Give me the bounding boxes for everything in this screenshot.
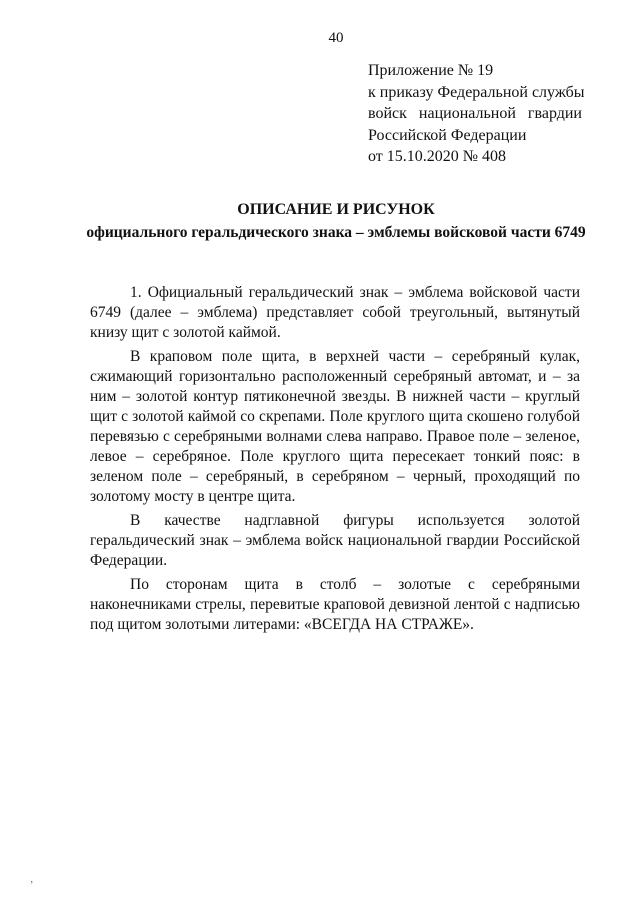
paragraph-2: В краповом поле щита, в верхней части – серебряный кулак, сжимающий горизонтально расположенный серебряный автомат, и – за ним – золотой контур пятиконечной звезды. В нижней части – круглый щит с золотой каймой со скрепами. Поле круглого щита скошено голубой перевязью с серебряными волнами слева направо. Правое поле – зеленое, левое – серебряное. Поле круглого щита пересекает тонкий пояс: в зеленом поле – серебряный, в серебряном – черный, проходящий по золотому мосту в центре щита. bbox=[90, 348, 580, 505]
appendix-line-2: к приказу Федеральной службы bbox=[368, 83, 585, 101]
appendix-line-3: войск национальной гвардии bbox=[368, 105, 582, 122]
paragraph-3: В качестве надглавной фигуры используется золотой геральдический знак – эмблема войск национальной гвардии Российской Федерации. bbox=[90, 512, 580, 569]
paragraph-4: По сторонам щита в столб – золотые с серебряными наконечниками стрелы, перевитые краповой девизной лентой с надписью под щитом золотыми литерами: «ВСЕГДА НА СТРАЖЕ». bbox=[90, 576, 580, 633]
document-body bbox=[90, 283, 580, 639]
appendix-line-5: от 15.10.2020 № 408 bbox=[368, 148, 507, 165]
document-subtitle: официального геральдического знака – эмблемы войсковой части 6749 bbox=[86, 224, 586, 241]
appendix-line-1: Приложение № 19 bbox=[368, 62, 494, 79]
appendix-line-4: Российской Федерации bbox=[368, 126, 527, 144]
scan-artifact: ’ bbox=[30, 880, 34, 891]
document-title: ОПИСАНИЕ И РИСУНОК bbox=[237, 201, 435, 218]
appendix-block bbox=[368, 60, 585, 168]
paragraph-1: 1. Официальный геральдический знак – эмблема войсковой части 6749 (далее – эмблема) представляет собой треугольный, вытянутый книзу щит с золотой каймой. bbox=[90, 284, 580, 341]
page-number: 40 bbox=[328, 30, 344, 46]
